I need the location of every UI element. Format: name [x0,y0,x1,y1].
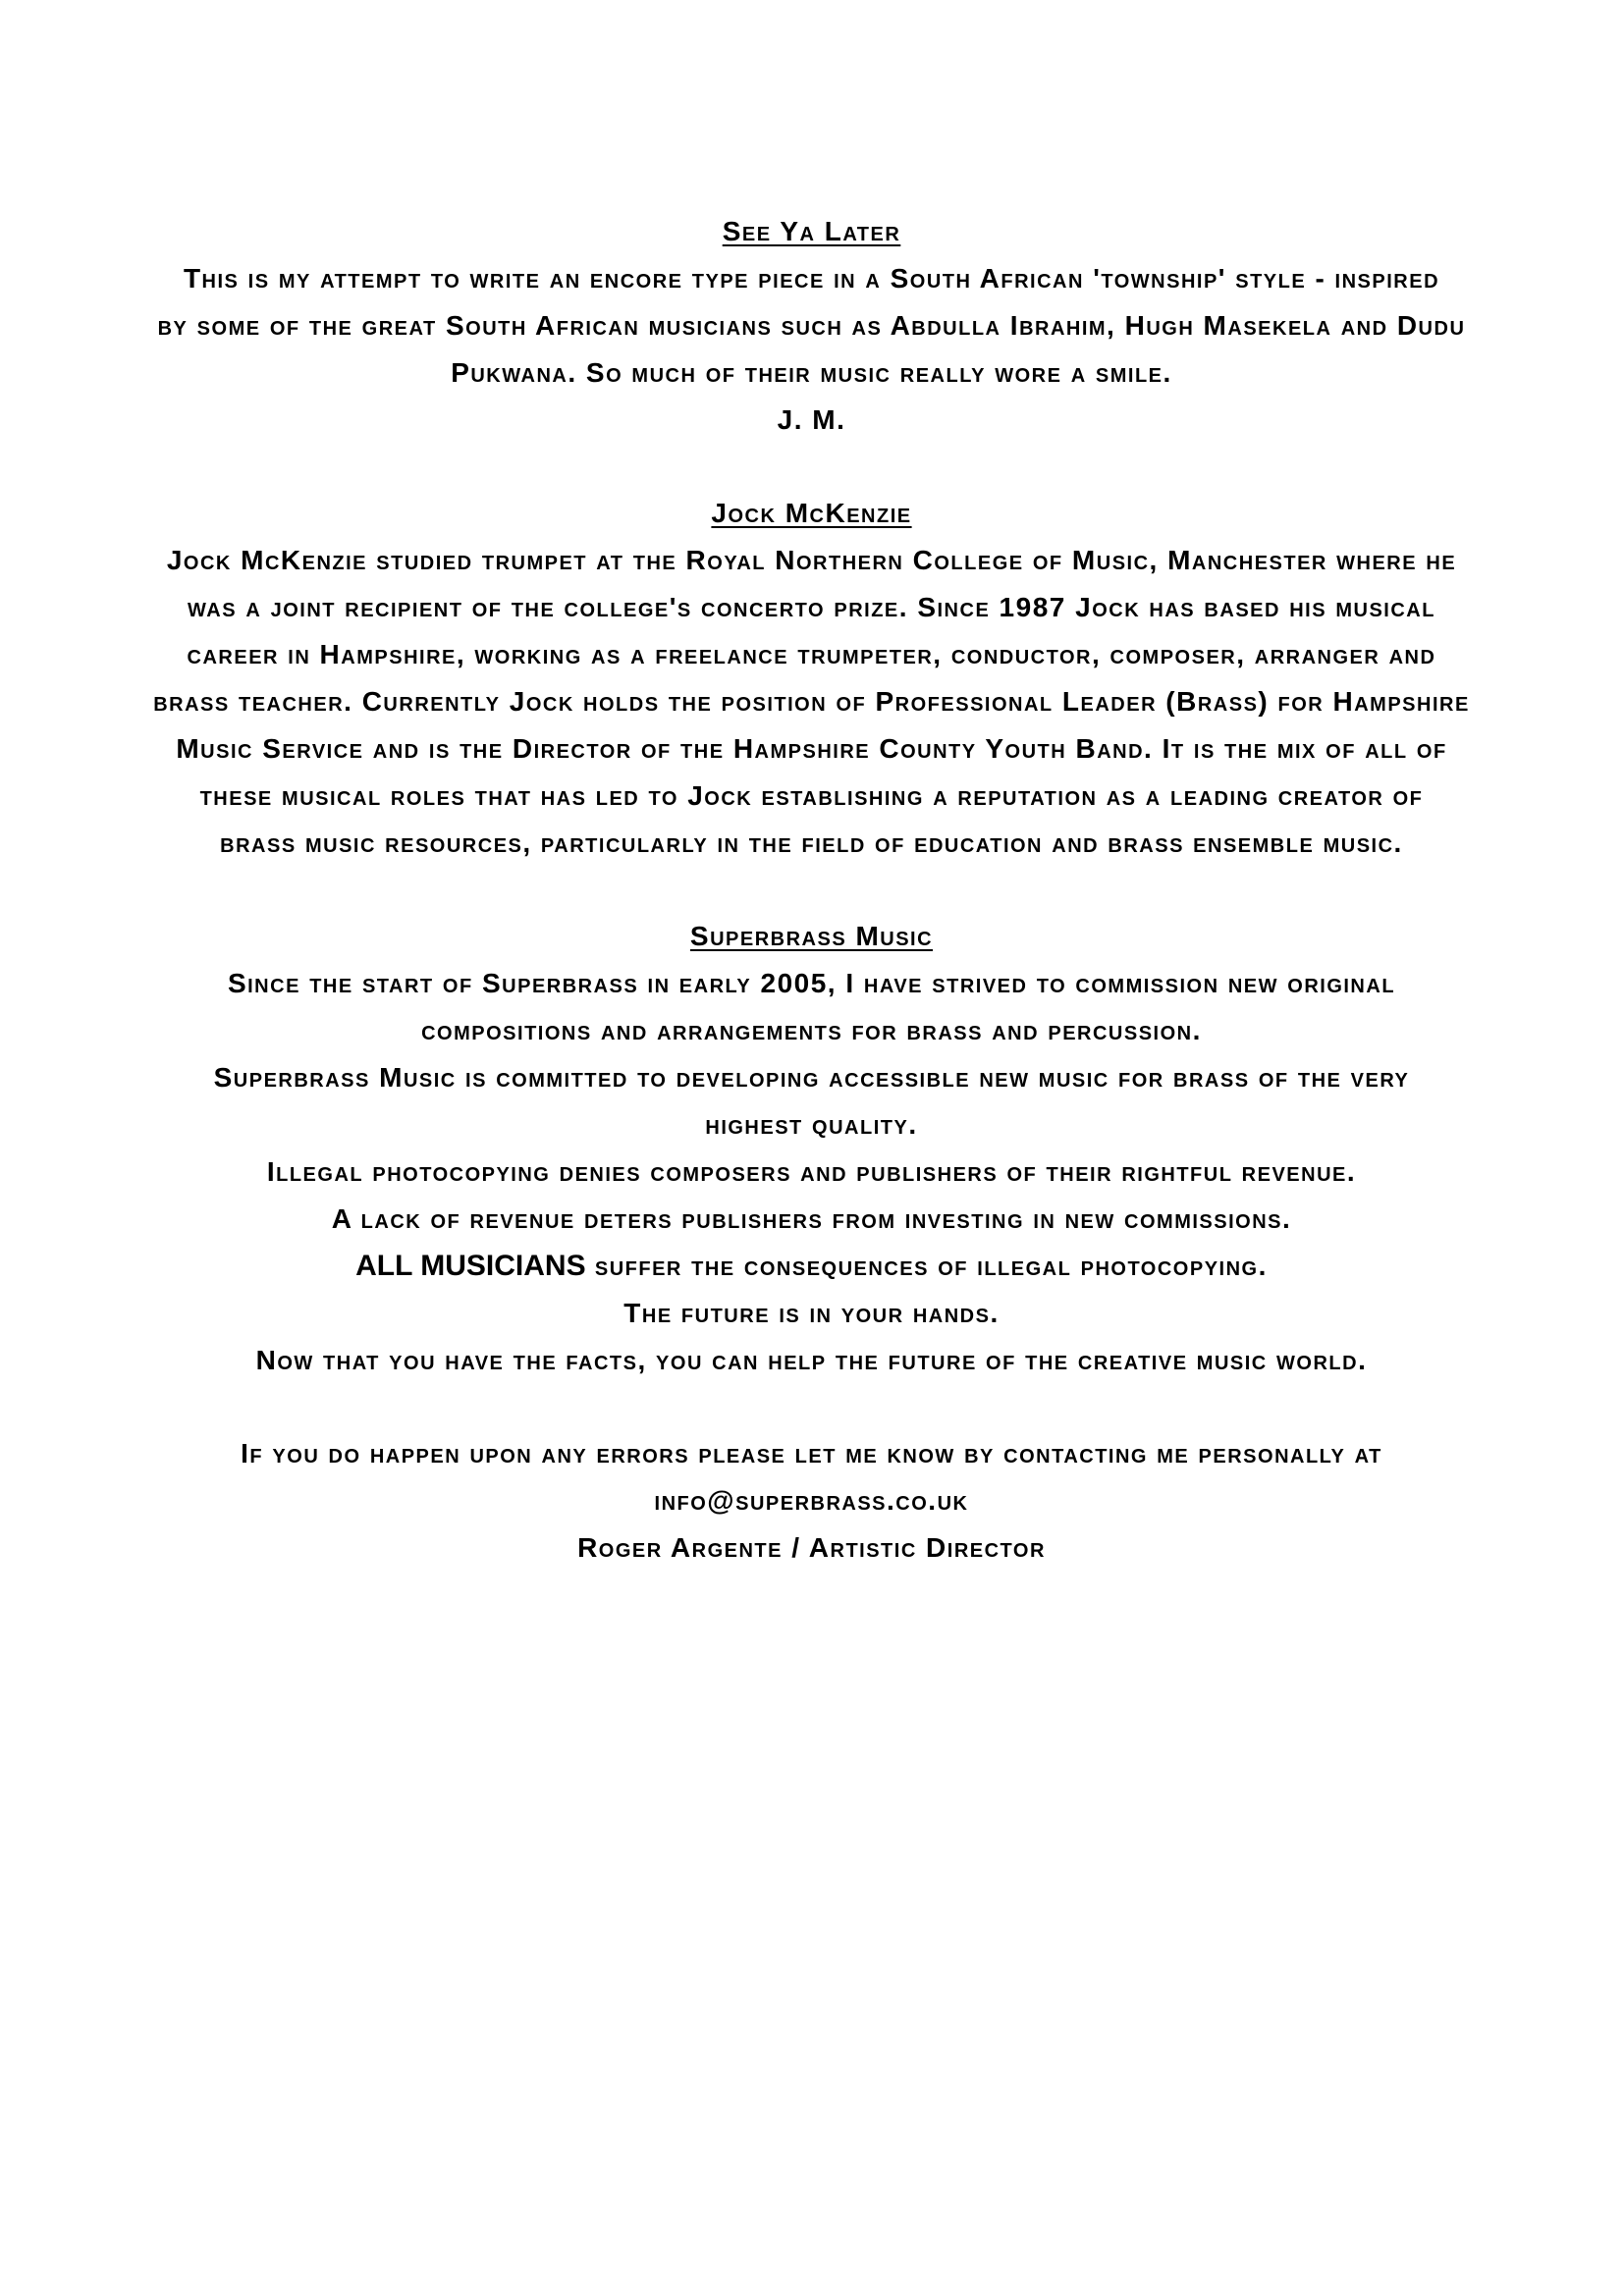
superbrass-closing-line-1: The future is in your hands. [623,1298,1000,1328]
superbrass-music-heading: Superbrass Music [689,921,934,951]
document-body [147,208,1476,1572]
composer-bio-line-6: these musical roles that has led to Jock establishing a reputation as a leading creator of [199,780,1424,811]
section-spacer [147,444,1476,490]
superbrass-line-4: highest quality. [705,1109,918,1140]
composer-bio-line-4: brass teacher. Currently Jock holds the position of Professional Leader (Brass) for Hampshire [153,686,1470,717]
contact-signoff: Roger Argente / Artistic Director [577,1532,1046,1563]
see-ya-later-line-2: by some of the great South African musicians such as Abdulla Ibrahim, Hugh Masekela and Dudu [157,310,1466,341]
contact-line: If you do happen upon any errors please let me know by contacting me personally at [241,1438,1382,1468]
superbrass-line-3: Superbrass Music is committed to developing accessible new music for brass of the very [213,1062,1410,1093]
musicians-emphasis: ALL MUSICIANS [355,1250,586,1282]
section-spacer [147,1384,1476,1430]
section-spacer [147,867,1476,913]
composer-bio-line-7: brass music resources, particularly in the field of education and brass ensemble music. [220,828,1403,858]
musicians-rest: suffer the consequences of illegal photocopying. [585,1251,1268,1281]
superbrass-line-1: Since the start of Superbrass in early 2005, I have strived to commission new original [227,968,1396,998]
contact-section [147,1430,1476,1572]
composer-bio-section [147,490,1476,867]
composer-bio-line-5: Music Service and is the Director of the Hampshire County Youth Band. It is the mix of all of [176,733,1447,764]
superbrass-line-2: compositions and arrangements for brass and percussion. [421,1015,1202,1045]
contact-email: info@superbrass.co.uk [654,1485,969,1516]
see-ya-later-heading: See Ya Later [722,216,901,246]
see-ya-later-line-3: Pukwana. So much of their music really wore a smile. [451,357,1172,388]
musicians-line [147,1243,1476,1290]
see-ya-later-line-1: This is my attempt to write an encore type piece in a South African 'township' style - inspired [183,263,1440,294]
see-ya-later-signature: J. M. [777,404,846,435]
superbrass-music-section [147,913,1476,1384]
superbrass-line-5: Illegal photocopying denies composers and publishers of their rightful revenue. [266,1156,1357,1187]
superbrass-closing-line-2: Now that you have the facts, you can help the future of the creative music world. [255,1345,1368,1375]
composer-bio-line-2: was a joint recipient of the college's concerto prize. Since 1987 Jock has based his musical [188,592,1435,622]
superbrass-line-6: A lack of revenue deters publishers from investing in new commissions. [331,1203,1292,1234]
composer-bio-line-1: Jock McKenzie studied trumpet at the Royal Northern College of Music, Manchester where he [166,545,1457,575]
composer-bio-line-3: career in Hampshire, working as a freelance trumpeter, conductor, composer, arranger and [187,639,1436,669]
composer-bio-heading: Jock McKenzie [711,498,912,528]
see-ya-later-section [147,208,1476,444]
